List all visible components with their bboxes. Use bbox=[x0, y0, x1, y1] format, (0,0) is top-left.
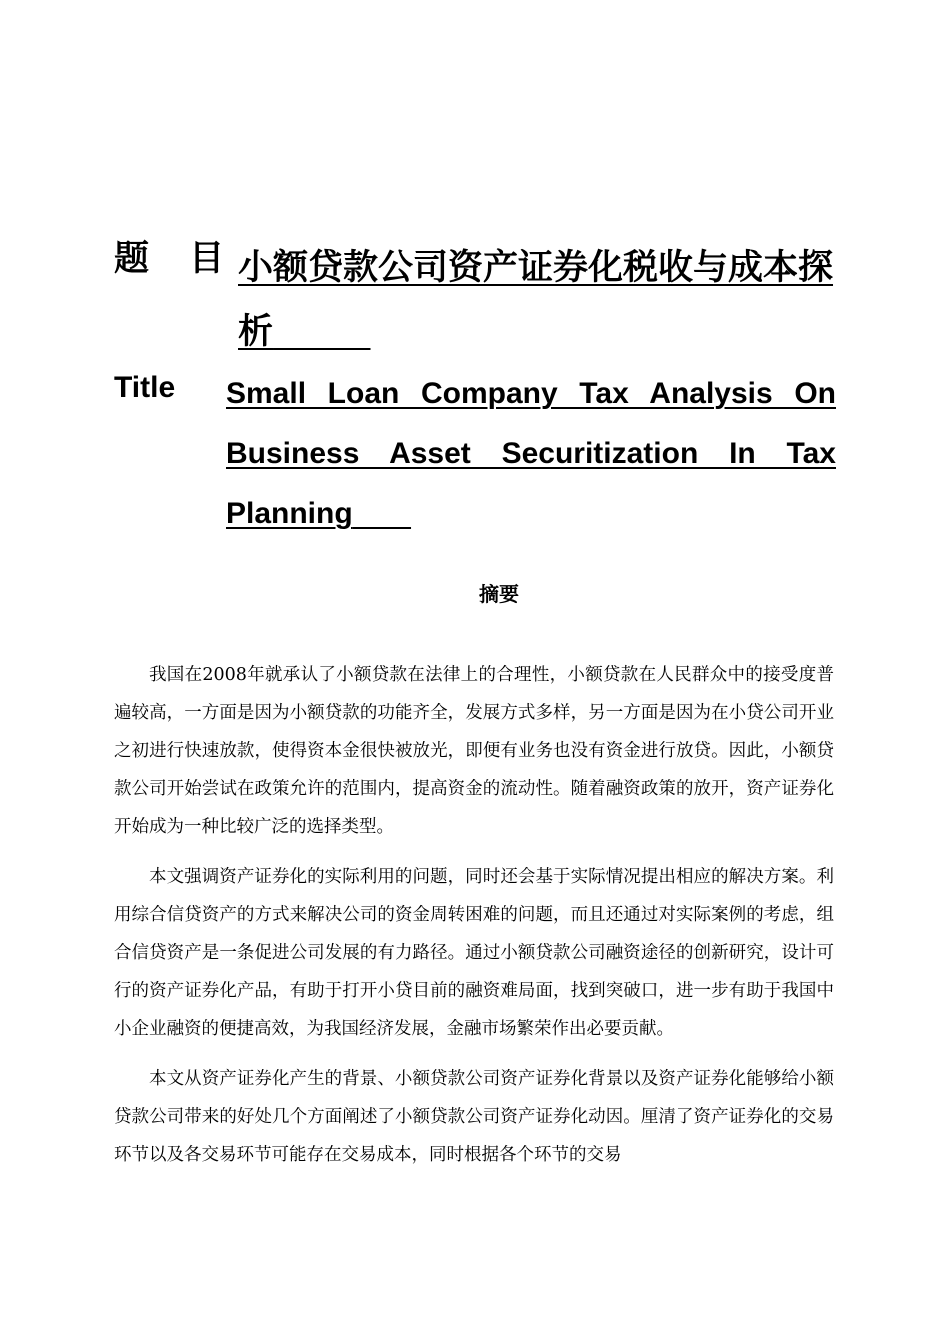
title-zh-text: 小额贷款公司资产证券化税收与成本探析 bbox=[238, 248, 834, 352]
abstract-paragraph: 本文强调资产证券化的实际利用的问题，同时还会基于实际情况提出相应的解决方案。利用综合信贷资产的方式来解决公司的资金周转困难的问题，而且还通过对实际案例的考虑，组合信贷资产是一条促进公司发展的有力路径。通过小额贷款公司融资途径的创新研究，设计可行的资产证券化产品，有助于打开小贷目前的融资难局面，找到突破口，进一步有助于我国中小企业融资的便捷高效，为我国经济发展，金融市场繁荣作出必要贡献。 bbox=[114, 867, 834, 1039]
abstract-paragraph: 我国在2008年就承认了小额贷款在法律上的合理性，小额贷款在人民群众中的接受度普遍较高，一方面是因为小额贷款的功能齐全，发展方式多样，另一方面是因为在小贷公司开业之初进行快速放款，使得资本金很快被放光，即便有业务也没有资金进行放贷。因此，小额贷款公司开始尝试在政策允许的范围内，提高资金的流动性。随着融资政策的放开，资产证券化开始成为一种比较广泛的选择类型。 bbox=[114, 665, 834, 837]
abstract-body bbox=[114, 656, 834, 1186]
title-en-text: Small Loan Company Tax Analysis On Business Asset Securitization In Tax Planning bbox=[226, 377, 836, 530]
title-en-label: Title bbox=[114, 371, 176, 404]
title-zh-blank bbox=[273, 312, 370, 352]
abstract-paragraph: 本文从资产证券化产生的背景、小额贷款公司资产证券化背景以及资产证券化能够给小额贷款公司带来的好处几个方面阐述了小额贷款公司资产证券化动因。厘清了资产证券化的交易环节以及各交易环节可能存在交易成本，同时根据各个环节的交易 bbox=[114, 1069, 834, 1165]
title-zh bbox=[238, 236, 838, 364]
title-zh-label: 题 目 bbox=[114, 239, 239, 279]
title-en bbox=[226, 364, 836, 544]
abstract-heading: 摘要 bbox=[479, 582, 519, 606]
title-en-blank bbox=[353, 497, 411, 530]
